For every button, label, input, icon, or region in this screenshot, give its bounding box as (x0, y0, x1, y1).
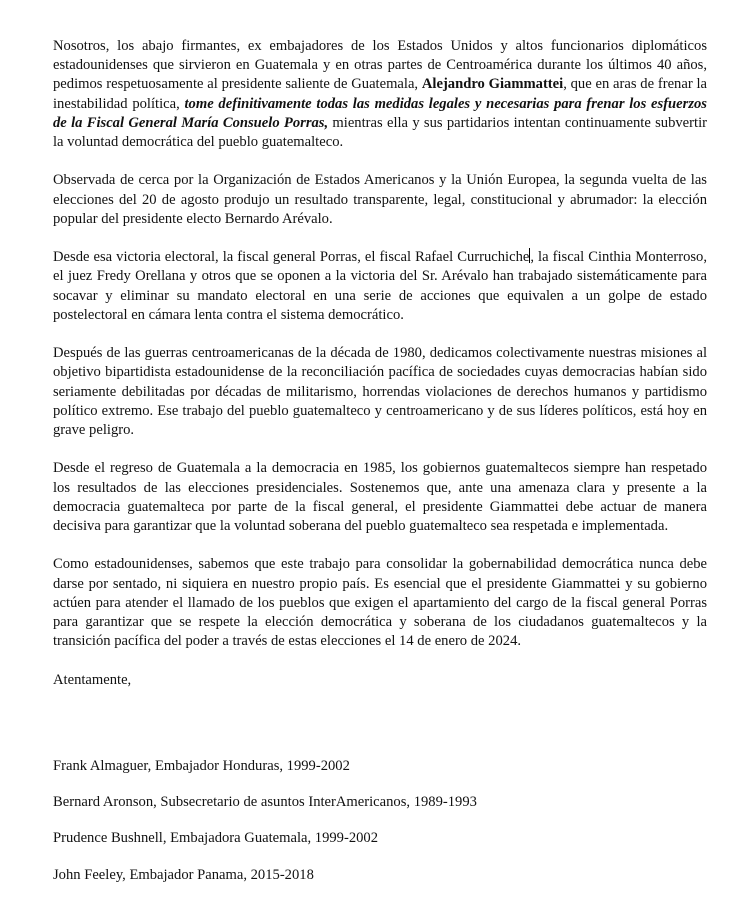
paragraph-5: Desde el regreso de Guatemala a la democracia en 1985, los gobiernos guatemaltecos siempre han respetado los resultados de las elecciones presidenciales. Sostenemos que, ante una amenaza clara y presente a la democracia guatemalteca por parte de la fiscal general, el presidente Giammattei debe actuar de manera decisiva para garantizar que la voluntad soberana del pueblo guatemalteco sea respetada e implementada. (53, 460, 707, 535)
paragraph-4: Después de las guerras centroamericanas de la década de 1980, dedicamos colectivamente nuestras misiones al objetivo bipartidista estadounidense de la reconciliación pacífica de sociedades cuyas democracias habían sido seriamente debilitadas por décadas de militarismo, horrendas violaciones de derechos humanos y partidismo político extremo. Ese trabajo del pueblo guatemalteco y centroamericano y de sus líderes políticos, está hoy en grave peligro. (53, 345, 707, 439)
paragraph-2: Observada de cerca por la Organización de Estados Americanos y la Unión Europea, la segunda vuelta de las elecciones del 20 de agosto produjo un resultado transparente, legal, constitucional y abrumador: la elección popular del presidente electo Bernardo Arévalo. (53, 172, 707, 227)
signer-line: John Feeley, Embajador Panama, 2015-2018 (53, 866, 314, 883)
paragraph-6: Como estadounidenses, sabemos que este trabajo para consolidar la gobernabilidad democrática nunca debe darse por sentado, ni siquiera en nuestro propio país. Es esencial que el presidente Giammattei y su gobierno actúen para atender el llamado de los pueblos que exigen el apartamiento del cargo de la fiscal general Porras para garantizar que se respete la elección democrática y soberana de los ciudadanos guatemaltecos y la transición pacífica del poder a través de estas elecciones el 14 de enero de 2024. (53, 556, 707, 650)
president-name: Alejandro Giammattei (421, 76, 564, 93)
paragraph-3-end: , la fiscal Cinthia Monterroso, el juez Fredy Orellana y otros que se oponen a la victoria del Sr. Arévalo han trabajado sistemáticamente para socavar y eliminar su mandato electoral en una serie de acciones que equivalen a un golpe de estado postelectoral en cámara lenta contra el sistema democrático. (53, 249, 707, 323)
paragraph-1 (53, 37, 707, 152)
signer-line: Prudence Bushnell, Embajadora Guatemala, 1999-2002 (53, 830, 379, 847)
paragraph-3 (53, 248, 707, 325)
paragraph-3-start: Desde esa victoria electoral, la fiscal general Porras, el fiscal Rafael Curruchiche (53, 249, 530, 266)
letter-body (53, 37, 707, 690)
signer-line: Frank Almaguer, Embajador Honduras, 1999-2002 (53, 758, 350, 774)
paragraph-1-end: mientras ella y sus partidarios intentan continuamente subvertir la voluntad democrática del pueblo guatemalteco. (53, 114, 707, 151)
paragraph-1-emphasis: tome definitivamente todas las medidas legales y necesarias para frenar los esfuerzos de la Fiscal General María Consuelo Porras, (53, 95, 707, 131)
signers-list (53, 757, 707, 902)
closing-salutation: Atentamente, (53, 671, 132, 688)
paragraph-1-middle: , que en aras de frenar la inestabilidad política, (53, 76, 708, 112)
signer-line: Bernard Aronson, Subsecretario de asuntos InterAmericanos, 1989-1993 (53, 794, 477, 811)
paragraph-1-intro: Nosotros, los abajo firmantes, ex embajadores de los Estados Unidos y altos funcionarios diplomáticos estadounidenses que sirvieron en Guatemala y en otras partes de Centroamérica durante los últimos 40 años, pedimos respetuosamente al presidente saliente de Guatemala, (53, 38, 707, 93)
